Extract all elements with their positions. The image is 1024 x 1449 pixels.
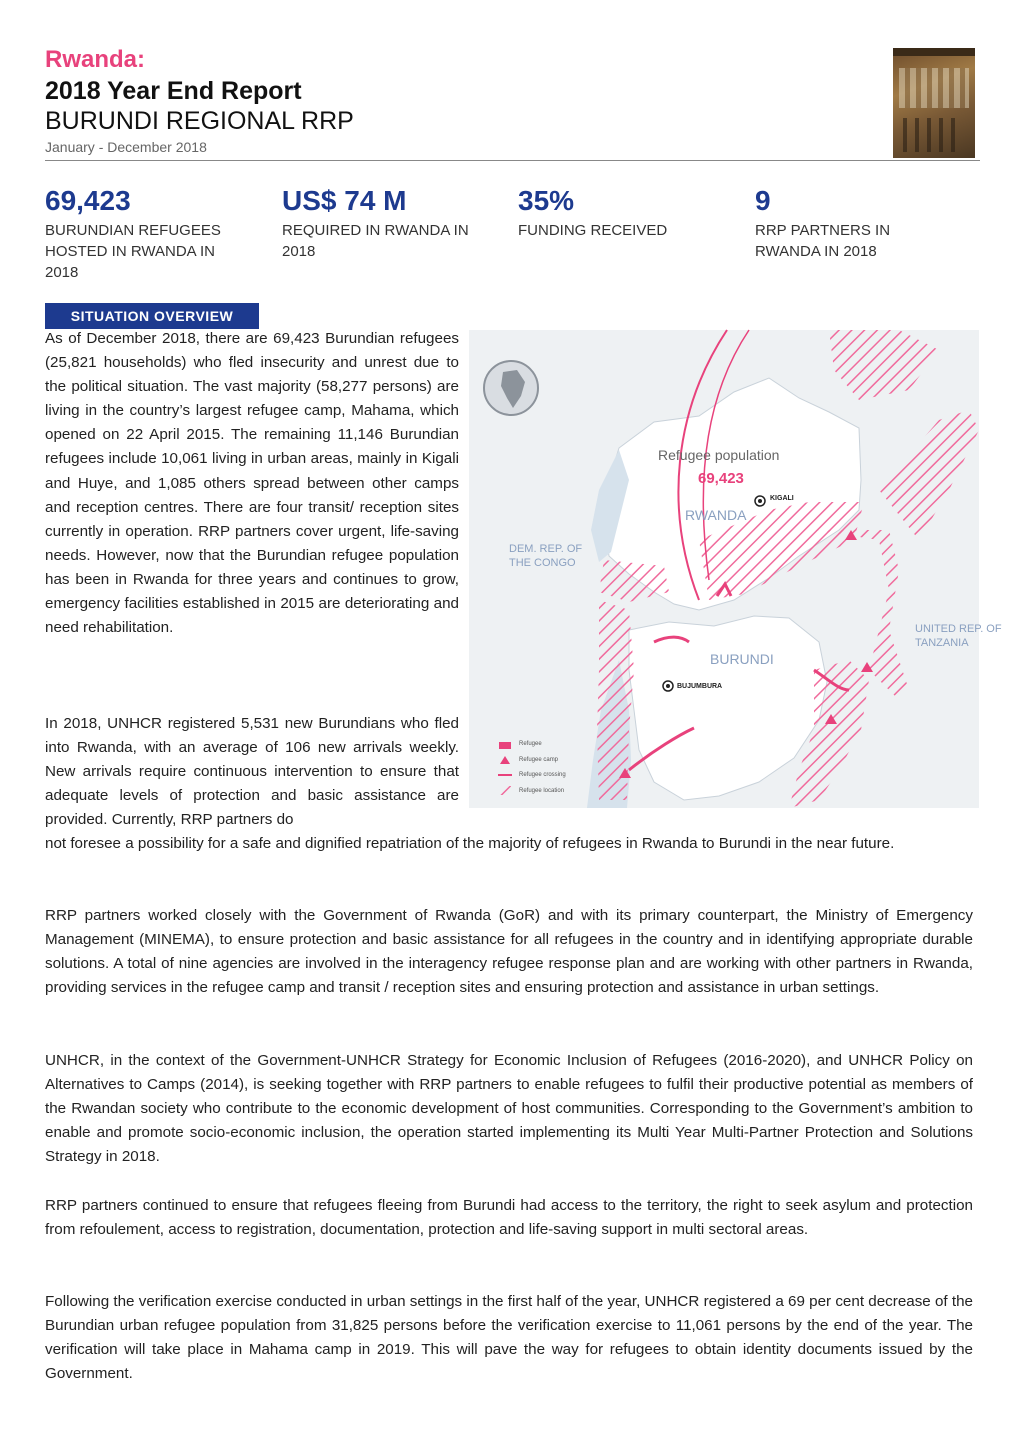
- stat-label: RRP PARTNERS IN RWANDA IN 2018: [755, 222, 891, 260]
- report-subtitle: BURUNDI REGIONAL RRP: [45, 107, 354, 135]
- cover-photo: [893, 48, 975, 158]
- report-country: Rwanda:: [45, 46, 146, 73]
- situation-map: [469, 330, 1002, 808]
- stat-partners: [755, 184, 955, 262]
- stat-value: US$ 74 M: [282, 185, 407, 216]
- legend-refugee-swatch: [499, 742, 511, 749]
- stat-required: [282, 184, 482, 262]
- paragraph-overview: As of December 2018, there are 69,423 Burundian refugees (25,821 households) who fled insecurity and unrest due to the political situation. The vast majority (58,277 persons) are living in the country’s largest refugee camp, Mahama, which opened on 22 April 2015. The remaining 11,146 Burundian refugees include 10,061 living in urban areas, mainly in Kigali and Huye, and 1,085 others spread between other camps and reception centres. There are four transit/ reception sites currently in operation. RRP partners cover urgent, life-saving needs. However, now that the Burundian refugee population has been in Rwanda for three years and continues to grow, emergency facilities established in 2015 are deteriorating and need rehabilitation.: [45, 330, 459, 637]
- paragraph-strategy: UNHCR, in the context of the Government-UNHCR Strategy for Economic Inclusion of Refugees (2016-2020), and UNHCR Policy on Alternatives to Camps (2014), is seeking together with RRP partners to enable refugees to fulfil their productive potential as members of the Rwandan society who contribute to the economic development of host communities. Corresponding to the Government’s ambition to enable and promote socio-economic inclusion, the operation started implementing its Multi Year Multi-Partner Protection and Solutions Strategy in 2018.: [45, 1052, 973, 1166]
- map-rwanda-label: RWANDA: [685, 507, 747, 523]
- stat-label: REQUIRED IN RWANDA IN 2018: [282, 222, 469, 260]
- stat-label: BURUNDIAN REFUGEES HOSTED IN RWANDA IN 2018: [45, 222, 221, 281]
- legend-refugee-location: Refugee location: [519, 788, 565, 794]
- map-bujumbura-label: BUJUMBURA: [677, 683, 723, 690]
- paragraph-access: RRP partners continued to ensure that refugees fleeing from Burundi had access to the territory, the right to seek asylum and protection from refoulement, access to registration, documentation, protection and life-saving support in multi sectoral areas.: [45, 1197, 973, 1239]
- map-drc-label: DEM. REP. OF THE CONGO: [509, 543, 583, 569]
- section-heading: SITUATION OVERVIEW: [45, 303, 259, 329]
- paragraph-partners: RRP partners worked closely with the Government of Rwanda (GoR) and with its primary counterpart, the Ministry of Emergency Management (MINEMA), to ensure protection and basic assistance for all refugees in the country and in identifying appropriate durable solutions. A total of nine agencies are involved in the interagency refugee response plan and are working with other partners in Rwanda, providing services in the refugee camp and transit / reception sites and ensuring protection and assistance in urban settings.: [45, 907, 973, 997]
- legend-refugee-camp: Refugee camp: [519, 757, 559, 763]
- paragraph-new-arrivals: In 2018, UNHCR registered 5,531 new Burundians who fled into Rwanda, with an average of 106 new arrivals weekly. New arrivals require continuous intervention to ensure that adequate levels of protection and basic assistance are provided. Currently, RRP partners do: [45, 715, 459, 829]
- stat-value: 9: [755, 185, 771, 216]
- map-kigali-label: KIGALI: [770, 495, 794, 502]
- report-period: January - December 2018: [45, 139, 207, 155]
- map-population-value: 69,423: [698, 470, 744, 487]
- legend-location-swatch: [499, 786, 511, 795]
- stat-refugees: [45, 184, 245, 283]
- stat-value: 69,423: [45, 185, 131, 216]
- stat-funding: [518, 184, 718, 241]
- map-tanzania-label: UNITED REP. OF TANZANIA: [915, 623, 1002, 649]
- stat-value: 35%: [518, 185, 575, 216]
- paragraph-new-arrivals-cont: not foresee a possibility for a safe and dignified repatriation of the majority of refugees in Rwanda to Burundi in the near future.: [45, 835, 895, 852]
- stat-label: FUNDING RECEIVED: [518, 222, 668, 239]
- report-header: [45, 46, 980, 162]
- key-figures: [45, 184, 980, 284]
- legend-refugee: Refugee: [519, 741, 542, 747]
- map-population-label: Refugee population: [658, 447, 780, 463]
- header-divider: [45, 160, 980, 161]
- paragraph-verification: Following the verification exercise conducted in urban settings in the first half of the year, UNHCR registered a 69 per cent decrease of the Burundian urban refugee population from 31,825 persons before the verification exercise to 11,061 persons by the end of the year. The verification will take place in Mahama camp in 2019. This will pave the way for refugees to obtain identity documents issued by the Government.: [45, 1293, 973, 1383]
- legend-refugee-crossing: Refugee crossing: [519, 772, 566, 778]
- map-burundi-label: BURUNDI: [710, 651, 774, 667]
- report-title: 2018 Year End Report: [45, 77, 302, 105]
